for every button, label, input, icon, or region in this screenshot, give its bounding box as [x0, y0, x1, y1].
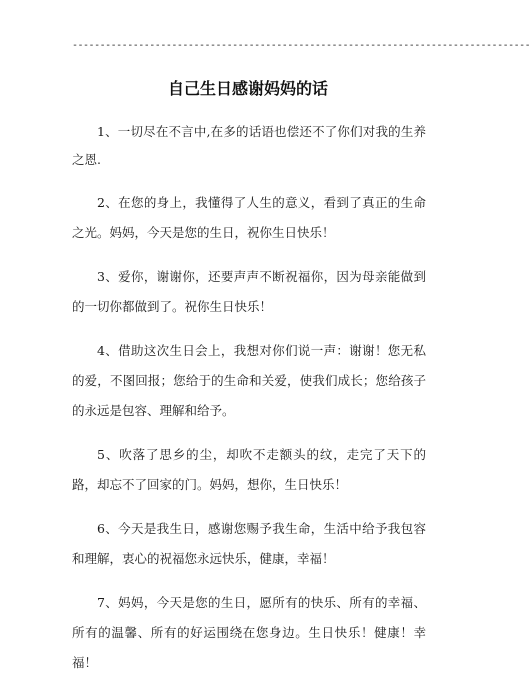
paragraph-5: 5、吹落了思乡的尘，却吹不走额头的纹，走完了天下的路，却忘不了回家的门。妈妈，想你，生日快乐！: [72, 447, 426, 492]
paragraph-1: 1、一切尽在不言中,在多的话语也偿还不了你们对我的生养之恩.: [72, 124, 426, 167]
paragraph-2: 2、在您的身上，我懂得了人生的意义，看到了真正的生命之光。妈妈，今天是您的生日，祝你生日快乐！: [72, 195, 426, 240]
paragraph-6: 6、今天是我生日，感谢您赐予我生命，生活中给予我包容和理解，衷心的祝福您永远快乐，健康，幸福！: [72, 521, 426, 566]
document-body: [72, 118, 426, 692]
dashed-separator: -----------------------------------------------------------------------------------: [72, 40, 530, 51]
paragraph-7: 7、妈妈，今天是您的生日，愿所有的快乐、所有的幸福、所有的温馨、所有的好运围绕在您身边。生日快乐！健康！幸福！: [72, 595, 426, 670]
paragraph-4: 4、借助这次生日会上，我想对你们说一声：谢谢！您无私的爱，不图回报；您给于的生命和关爱，使我们成长；您给孩子的永远是包容、理解和给予。: [72, 343, 426, 418]
paragraph-3: 3、爱你，谢谢你，还要声声不断祝福你，因为母亲能做到的一切你都做到了。祝你生日快乐！: [72, 269, 426, 314]
document-title: 自己生日感谢妈妈的话: [167, 79, 328, 98]
